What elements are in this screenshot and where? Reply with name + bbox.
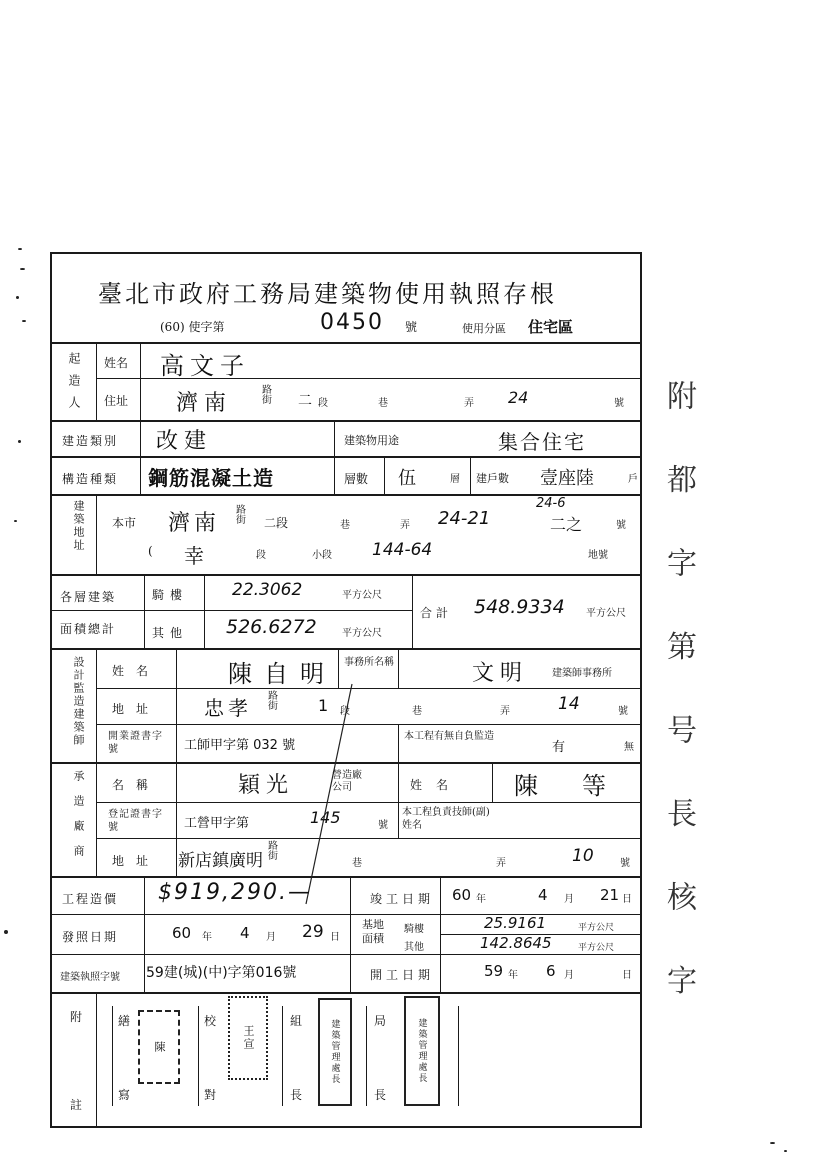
architect-office-suffix: 建築師事務所 bbox=[552, 668, 612, 679]
vrule-cost-c bbox=[440, 878, 441, 992]
architect-address-label: 地址 bbox=[112, 702, 161, 716]
completion-day: 21 bbox=[600, 886, 620, 904]
floors-label: 層數 bbox=[344, 472, 369, 486]
permit-number: 0450 bbox=[320, 310, 384, 335]
vrule-site bbox=[96, 496, 97, 574]
permit-label: 建築執照字號 bbox=[60, 972, 120, 983]
applicant-address-road: 濟南 bbox=[176, 391, 233, 416]
structure-value: 鋼筋混凝土造 bbox=[148, 466, 274, 490]
issue-year: 60 bbox=[172, 924, 192, 942]
site-lot-suffix: 地號 bbox=[588, 550, 608, 561]
land-other-label: 其他 bbox=[404, 942, 424, 953]
cost-label: 工程造價 bbox=[62, 892, 119, 906]
architect-name: 陳自明 bbox=[228, 660, 336, 688]
land-arcade-value: 25.9161 bbox=[484, 914, 547, 932]
completion-year-unit: 年 bbox=[476, 894, 486, 905]
scan-speck bbox=[20, 268, 25, 270]
vrule-arch-a bbox=[96, 650, 97, 876]
architect-address-road: 忠孝 bbox=[204, 696, 252, 720]
site-lot-unit: 小段 bbox=[312, 550, 332, 561]
zone-label: 使用分區 bbox=[462, 322, 506, 335]
area-label-2: 面積總計 bbox=[60, 622, 117, 636]
sig-box-end bbox=[458, 1006, 459, 1106]
pen-stroke bbox=[300, 680, 360, 910]
land-arcade-unit: 平方公尺 bbox=[578, 923, 615, 933]
applicant-lane-unit: 巷 bbox=[378, 398, 388, 409]
build-type-value: 改建 bbox=[156, 429, 213, 454]
issue-month-unit: 月 bbox=[266, 932, 276, 943]
architect-name-label: 姓名 bbox=[112, 664, 161, 678]
vrule-arch-e bbox=[398, 724, 399, 762]
rule-10 bbox=[52, 954, 640, 955]
issue-day: 29 bbox=[302, 922, 324, 942]
completion-label: 竣工日期 bbox=[370, 892, 435, 906]
architect-no-unit: 號 bbox=[618, 706, 628, 717]
sig-c3-bottom: 長 bbox=[290, 1088, 303, 1102]
applicant-section-label: 起造人 bbox=[67, 352, 81, 418]
rule-11 bbox=[52, 992, 640, 994]
area-arcade-label: 騎樓 bbox=[152, 588, 189, 602]
scan-speck bbox=[18, 248, 22, 250]
land-other-unit: 平方公尺 bbox=[578, 943, 615, 953]
scan-speck bbox=[770, 1142, 775, 1144]
vrule-struct-a bbox=[334, 458, 335, 494]
rule-9 bbox=[52, 914, 640, 915]
vrule-arch-d bbox=[398, 650, 399, 688]
area-other-label: 其他 bbox=[152, 626, 189, 640]
sig-c4-top: 局 bbox=[374, 1014, 387, 1028]
area-label-1: 各層建築 bbox=[60, 590, 117, 604]
rule-6 bbox=[52, 648, 640, 650]
area-total-label: 合計 bbox=[420, 606, 453, 620]
applicant-name: 高文子 bbox=[160, 352, 250, 380]
contractor-section-label: 承造廠商 bbox=[72, 770, 85, 870]
applicant-name-label: 姓名 bbox=[104, 356, 129, 370]
architect-engineer-label: 本工程有無自負監造 bbox=[404, 731, 494, 742]
contractor-name-label: 名稱 bbox=[112, 778, 161, 792]
issue-label: 發照日期 bbox=[62, 930, 119, 944]
architect-road-unit: 路街 bbox=[268, 691, 278, 712]
vrule-type bbox=[140, 422, 141, 494]
applicant-address-label: 住址 bbox=[104, 394, 129, 408]
rule-5b bbox=[52, 610, 412, 611]
vrule-sec-1 bbox=[96, 344, 97, 420]
site-section-label: 建築地址 bbox=[72, 500, 85, 552]
contractor-person-label: 姓名 bbox=[410, 778, 463, 792]
rule-7c bbox=[96, 838, 640, 839]
architect-engineer-value: 有 bbox=[552, 740, 566, 755]
site-numbers-top: 24-6 bbox=[536, 496, 566, 511]
area-arcade-value: 22.3062 bbox=[232, 580, 303, 600]
start-month: 6 bbox=[546, 962, 556, 980]
sig-c1-top: 繕 bbox=[118, 1014, 131, 1028]
sig-c4-bottom: 長 bbox=[374, 1088, 387, 1102]
rule-7b bbox=[96, 802, 640, 803]
build-use-value: 集合住宅 bbox=[498, 430, 586, 454]
notes-label-bottom: 註 bbox=[70, 1098, 83, 1112]
contractor-no-unit: 號 bbox=[620, 858, 630, 869]
site-numbers: 24-21 bbox=[438, 508, 491, 529]
sig-box-1-left bbox=[112, 1006, 113, 1106]
site-lane-unit: 巷 bbox=[340, 520, 350, 531]
vrule-area-b bbox=[204, 576, 205, 648]
margin-stamp: 附 都 字 第 号 長 核 字 bbox=[661, 380, 696, 1017]
zone-value: 住宅區 bbox=[528, 318, 574, 336]
sig-box-2-left bbox=[198, 1006, 199, 1106]
seal-stamp-1: 陳 bbox=[138, 1010, 180, 1084]
floors-unit: 層 bbox=[450, 474, 460, 485]
land-arcade-label: 騎樓 bbox=[404, 924, 424, 935]
permit-value: 59建(城)(中)字第016號 bbox=[146, 965, 297, 981]
permit-prefix: (60) 使字第 bbox=[160, 320, 225, 334]
sig-box-4-left bbox=[366, 1006, 367, 1106]
completion-month-unit: 月 bbox=[564, 894, 574, 905]
site-district-unit: 段 bbox=[256, 550, 266, 561]
architect-alley-unit: 弄 bbox=[500, 706, 510, 717]
build-use-label: 建築物用途 bbox=[344, 434, 399, 447]
rule-6c bbox=[96, 724, 640, 725]
contractor-no: 10 bbox=[572, 846, 594, 866]
issue-day-unit: 日 bbox=[330, 932, 340, 943]
applicant-road-unit: 路街 bbox=[262, 385, 272, 406]
site-sub-numbers: 二之 bbox=[550, 515, 583, 534]
contractor-road-unit: 路街 bbox=[268, 841, 278, 862]
architect-license-label: 開業證書字號 bbox=[108, 731, 163, 755]
site-city: 本市 bbox=[112, 516, 137, 530]
architect-license: 工師甲字第 032 號 bbox=[184, 738, 296, 753]
architect-section-unit: 段 bbox=[340, 706, 350, 717]
start-label: 開工日期 bbox=[370, 968, 435, 982]
scan-speck bbox=[22, 320, 26, 322]
completion-month: 4 bbox=[538, 886, 548, 904]
frame-bottom bbox=[50, 1126, 642, 1128]
units-label: 建戶數 bbox=[476, 472, 509, 485]
applicant-no: 24 bbox=[508, 388, 529, 407]
units-unit: 戶 bbox=[628, 474, 638, 485]
site-road: 濟南 bbox=[168, 511, 221, 536]
architect-no: 14 bbox=[558, 694, 580, 714]
area-unit-1: 平方公尺 bbox=[342, 590, 382, 601]
site-road-unit: 路街 bbox=[236, 505, 246, 526]
applicant-section: 二 bbox=[298, 393, 312, 409]
vrule-cost-a bbox=[144, 878, 145, 992]
start-day-unit: 日 bbox=[622, 970, 632, 981]
applicant-no-unit: 號 bbox=[614, 398, 624, 409]
frame-left bbox=[50, 252, 52, 1128]
contractor-lane-unit: 巷 bbox=[352, 858, 362, 869]
completion-day-unit: 日 bbox=[622, 894, 632, 905]
completion-year: 60 bbox=[452, 886, 472, 904]
contractor-reg-number: 145 bbox=[310, 808, 341, 827]
applicant-alley-unit: 弄 bbox=[464, 398, 474, 409]
vrule-notes bbox=[96, 994, 97, 1126]
units-value: 壹座陸 bbox=[540, 468, 594, 489]
contractor-reg-label: 登記證書字號 bbox=[108, 809, 163, 833]
architect-office-label: 事務所名稱 bbox=[344, 657, 394, 668]
sig-box-3-left bbox=[282, 1006, 283, 1106]
vrule-con-b bbox=[492, 764, 493, 802]
frame-right bbox=[640, 252, 642, 1128]
contractor-name: 穎光 bbox=[238, 773, 295, 798]
vrule-con-a bbox=[398, 764, 399, 838]
scan-speck bbox=[784, 1150, 787, 1152]
cost-value: $919,290.— bbox=[158, 880, 312, 905]
rule-5 bbox=[52, 574, 640, 576]
permit-suffix: 號 bbox=[405, 320, 418, 334]
contractor-tech-label: 本工程負責技師(副)姓名 bbox=[402, 807, 490, 831]
architect-engineer-unit: 無 bbox=[624, 742, 634, 753]
floors-value: 伍 bbox=[398, 468, 416, 489]
contractor-alley-unit: 弄 bbox=[496, 858, 506, 869]
seal-stamp-2: 王宣 bbox=[228, 996, 268, 1080]
contractor-person: 陳 等 bbox=[514, 772, 616, 800]
vrule-area-c bbox=[412, 576, 413, 648]
issue-month: 4 bbox=[240, 924, 250, 942]
start-year-unit: 年 bbox=[508, 970, 518, 981]
vrule-struct-b bbox=[384, 458, 385, 494]
site-no-unit: 號 bbox=[616, 520, 626, 531]
site-open-paren: ( bbox=[148, 544, 153, 558]
vrule-type-mid bbox=[334, 422, 335, 456]
structure-label: 構造種類 bbox=[62, 472, 119, 486]
site-lot-numbers: 144-64 bbox=[372, 540, 433, 560]
sig-c2-bottom: 對 bbox=[204, 1088, 217, 1102]
vrule-struct-c bbox=[470, 458, 471, 494]
start-year: 59 bbox=[484, 962, 504, 980]
site-section: 二段 bbox=[264, 516, 289, 530]
vrule-area-a bbox=[144, 576, 145, 648]
sig-c2-top: 校 bbox=[204, 1014, 217, 1028]
vrule-name-1 bbox=[140, 344, 141, 420]
architect-office: 文明 bbox=[472, 661, 529, 686]
sig-c3-top: 組 bbox=[290, 1014, 303, 1028]
site-alley-unit: 弄 bbox=[400, 520, 410, 531]
notes-label-top: 附 bbox=[70, 1010, 83, 1024]
build-type-label: 建造類別 bbox=[62, 434, 119, 448]
architect-lane-unit: 巷 bbox=[412, 706, 422, 717]
rule-6b bbox=[96, 688, 640, 689]
applicant-section-unit: 段 bbox=[318, 398, 328, 409]
frame-top bbox=[50, 252, 642, 254]
vrule-arch-b bbox=[176, 650, 177, 876]
land-label: 基地面積 bbox=[362, 918, 384, 945]
scan-speck bbox=[4, 930, 8, 934]
scan-speck bbox=[14, 520, 17, 522]
contractor-type-label: 營造廠公司 bbox=[332, 770, 362, 793]
contractor-address-label: 地址 bbox=[112, 854, 161, 868]
contractor-reg: 工營甲字第 bbox=[184, 816, 250, 831]
sig-c1-bottom: 寫 bbox=[118, 1088, 131, 1102]
area-total-unit: 平方公尺 bbox=[586, 608, 626, 619]
site-district: 幸 bbox=[184, 544, 204, 568]
scan-speck bbox=[18, 440, 21, 443]
issue-year-unit: 年 bbox=[202, 932, 212, 943]
architect-section: 1 bbox=[318, 696, 329, 715]
area-other-value: 526.6272 bbox=[226, 616, 317, 638]
architect-section-label: 設計監造建築師 bbox=[72, 656, 85, 747]
start-month-unit: 月 bbox=[564, 970, 574, 981]
contractor-address: 新店鎮廣明 bbox=[178, 851, 263, 871]
seal-stamp-4: 建築管理處長 bbox=[404, 996, 440, 1106]
land-other-value: 142.8645 bbox=[480, 934, 552, 952]
contractor-reg-unit: 號 bbox=[378, 820, 388, 831]
area-total-value: 548.9334 bbox=[474, 596, 565, 618]
area-unit-2: 平方公尺 bbox=[342, 628, 382, 639]
form-title: 臺北市政府工務局建築物使用執照存根 bbox=[98, 280, 557, 308]
scan-speck bbox=[16, 296, 19, 299]
seal-stamp-3: 建築管理處長 bbox=[318, 998, 352, 1106]
